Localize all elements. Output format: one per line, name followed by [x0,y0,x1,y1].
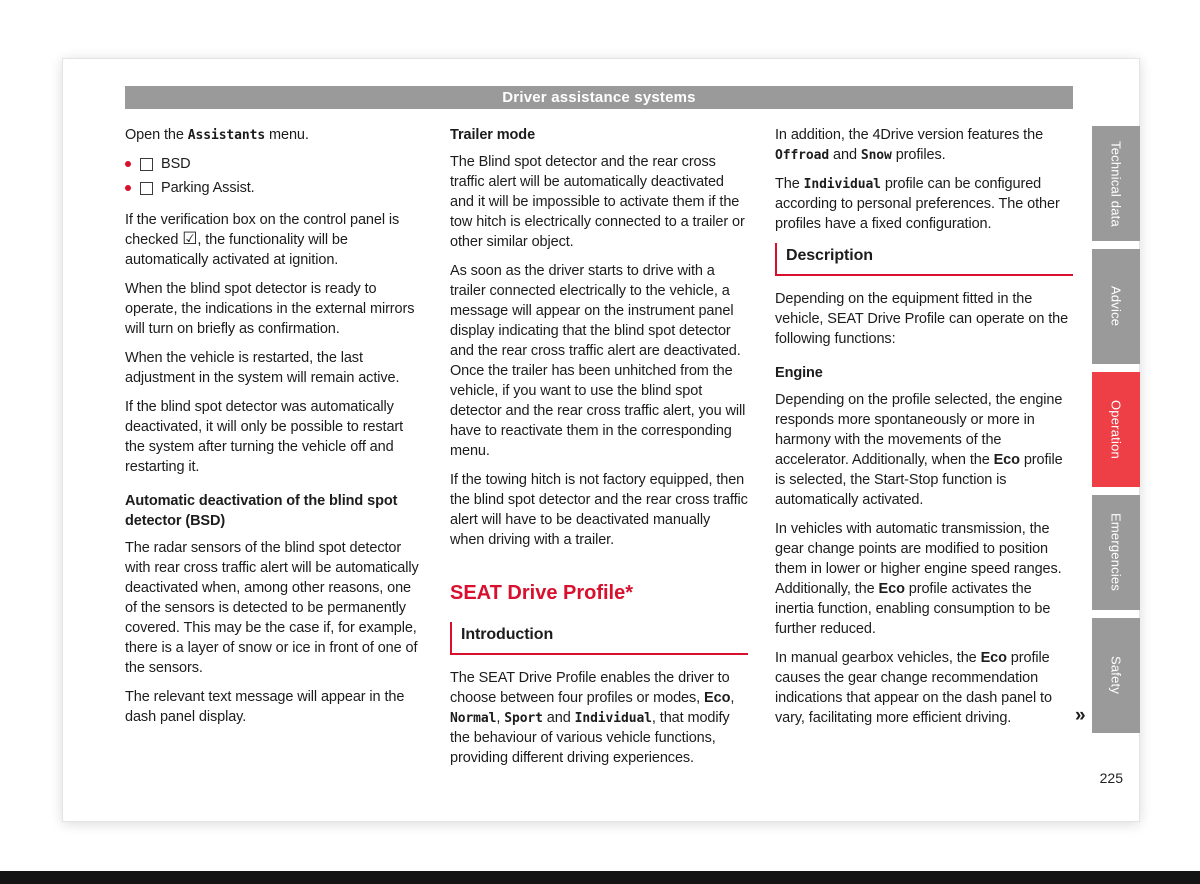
column-1 [125,125,423,777]
text-run: The SEAT Drive Profile enables the driver to choose between four profiles or modes, [450,669,730,706]
text-run: Eco [878,581,905,598]
paragraph [775,125,1073,165]
text-run: Depending on the equipment fitted in the vehicle, SEAT Drive Profile can operate on the following functions: [775,291,1069,348]
side-tab-advice [1092,249,1140,364]
text-run: Eco [980,650,1007,667]
sub-heading: Automatic deactivation of the blind spot detector (BSD) [125,493,398,529]
text-run: When the blind spot detector is ready to operate, the indications in the external mirrors will turn on briefly as confirmation. [125,281,415,337]
paragraph [125,279,423,339]
text-run: Sport [504,710,543,726]
text-run: profile activates the inertia function, enabling consumption to be further reduced. [775,581,1051,638]
text-run: If the verification box on the control panel is checked [125,212,400,248]
paragraph [775,390,1073,510]
text-run: profile can be configured according to personal preferences. The other profiles have a fixed configuration. [775,176,1060,232]
text-run: , that modify the behaviour of various vehicle functions, providing different driving experiences. [450,709,730,766]
text-run: and [542,709,575,726]
text-run: and [829,147,861,163]
photo-bottom-edge [0,871,1200,884]
text-run: As soon as the driver starts to drive with a trailer connected electrically to the vehicle, a message will appear on the instrument panel display indicating that the blind spot detector and the rear cross traffic alert are deactivated. Once the trailer has been unhitched from the vehicle, if you want to use the blind spot detector and the rear cross traffic alert, you will have to reactivate them in the corresponding menu. [450,263,746,459]
text-run: In manual gearbox vehicles, the [775,650,981,667]
paragraph [775,648,1073,728]
bullet-icon [125,161,131,167]
text-run: The Blind spot detector and the rear cross traffic alert will be automatically deactivated and it will be impossible to activate them if the tow hitch is electrically connected to a trailer or other similar object. [450,154,745,250]
side-tab-operation [1092,372,1140,487]
text-run: Assistants [187,128,266,143]
side-tab-technical-data [1092,126,1140,241]
paragraph [125,687,423,727]
side-tab-label: Safety [1108,656,1124,695]
checklist-item [125,154,423,174]
text-run: When the vehicle is restarted, the last adjustment in the system will remain active. [125,350,400,386]
manual-page [62,58,1140,822]
side-tab-emergencies [1092,495,1140,610]
text-run: Offroad [775,148,830,163]
page-header: Driver assistance systems [125,86,1073,109]
paragraph [775,174,1073,234]
checkbox-unchecked-icon [140,182,153,195]
checklist-label: BSD [161,156,191,172]
text-run: , [496,709,505,726]
text-run: The [775,176,804,192]
chapter-title: SEAT Drive Profile* [450,582,634,604]
text-run: In addition, the 4Drive version features the [775,127,1044,143]
checkbox-unchecked-icon [140,158,153,171]
text-run: profiles. [891,147,946,163]
checked-checkbox-glyph: ☑ [182,229,198,248]
text-run: Eco [704,689,731,706]
paragraph [125,538,423,678]
text-run: The radar sensors of the blind spot detector with rear cross traffic alert will be automatically deactivated when, among other reasons, one of the sensors is detected to be permanently covered. This may be the case if, for example, there is a layer of snow or ice in front of one of the sensors. [125,540,419,676]
text-run: , [730,689,735,706]
paragraph [125,397,423,477]
bullet-icon [125,185,131,191]
side-tab-label: Operation [1108,400,1124,459]
page-number: 225 [1099,770,1123,786]
section-heading: Description [775,243,1073,276]
text-run: , the functionality will be automatically activated at ignition. [125,232,348,268]
side-tab-safety [1092,618,1140,733]
side-tab-index [1092,126,1140,741]
text-run: If the towing hitch is not factory equipped, then the blind spot detector and the rear cross traffic alert will have to be deactivated manually when driving with a trailer. [450,472,748,548]
side-tab-label: Advice [1108,286,1124,327]
paragraph [775,519,1073,639]
text-run: In vehicles with automatic transmission, the gear change points are modified to position them in lower or higher engine speed ranges. Additionally, the [775,521,1062,598]
sub-heading: Engine [775,365,823,382]
checklist-item [125,178,423,198]
paragraph [450,668,748,768]
text-run: Eco [993,452,1020,469]
continuation-marker: » [1075,705,1086,726]
paragraph [450,261,748,461]
section-heading: Introduction [450,622,748,655]
text-run: Individual [803,177,881,192]
text-run: If the blind spot detector was automatically deactivated, it will only be possible to restart the system after turning the vehicle off and restarting it. [125,399,404,475]
text-run: Snow [860,148,892,163]
sub-heading: Trailer mode [450,127,536,143]
paragraph [125,125,423,145]
text-run: Depending on the profile selected, the engine responds more spontaneously or more in harmony with the movements of the accelerator. Additionally, when the [775,392,1063,469]
side-tab-label: Emergencies [1108,513,1124,592]
text-run: Normal [450,710,497,726]
paragraph [125,348,423,388]
side-tab-label: Technical data [1108,140,1124,227]
paragraph [450,470,748,550]
paragraph [125,210,423,270]
checklist-label: Parking Assist. [161,180,255,196]
checklist [125,154,423,198]
column-2 [450,125,748,777]
paragraph [450,152,748,252]
page-content [125,125,1073,777]
text-run: Individual [574,710,652,726]
text-run: profile is selected, the Start-Stop function is automatically activated. [775,452,1063,509]
paragraph [775,289,1073,349]
text-run: The relevant text message will appear in the dash panel display. [125,689,405,725]
column-3 [775,125,1073,777]
text-run: profile causes the gear change recommendation indications that appear on the dash panel to vary, facilitating more efficient driving. [775,650,1052,727]
text-run: menu. [265,127,309,143]
text-run: Open the [125,127,188,143]
